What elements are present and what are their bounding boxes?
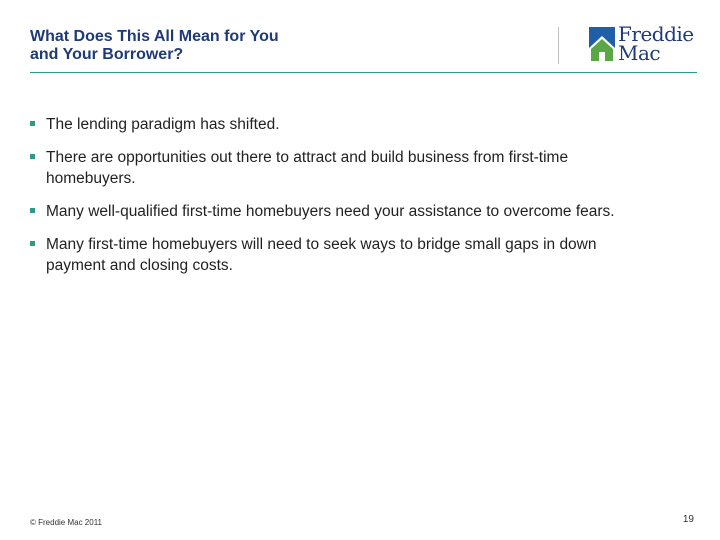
title-line-2: and Your Borrower? xyxy=(30,46,184,63)
copyright-notice: © Freddie Mac 2011 xyxy=(30,518,103,527)
logo-divider xyxy=(558,27,559,64)
bullet-square-icon xyxy=(30,208,35,213)
title-line-1: What Does This All Mean for You xyxy=(30,28,279,45)
freddie-mac-logo xyxy=(589,22,699,67)
logo-line-1: Freddie xyxy=(618,22,694,46)
logo-text xyxy=(618,22,694,65)
bullet-text: Many well-qualified first-time homebuyers need your assistance to overcome fears. xyxy=(46,203,615,220)
bullet-text: There are opportunities out there to attract and build business from first-time homebuyers. xyxy=(46,149,569,187)
bullet-square-icon xyxy=(30,241,35,246)
bullet-square-icon xyxy=(30,121,35,126)
page-number: 19 xyxy=(682,514,694,525)
bullet-text: The lending paradigm has shifted. xyxy=(46,116,280,133)
logo-line-2: Mac xyxy=(618,41,661,65)
title-divider xyxy=(30,72,697,73)
bullet-square-icon xyxy=(30,154,35,159)
house-icon xyxy=(589,27,615,61)
bullet-item xyxy=(30,147,630,189)
bullet-item xyxy=(30,114,630,135)
slide-title xyxy=(30,28,530,64)
bullet-item xyxy=(30,234,630,276)
bullet-item xyxy=(30,201,630,222)
bullet-text: Many first-time homebuyers will need to seek ways to bridge small gaps in down payment and closing costs. xyxy=(46,236,597,274)
bullet-list xyxy=(30,114,630,288)
